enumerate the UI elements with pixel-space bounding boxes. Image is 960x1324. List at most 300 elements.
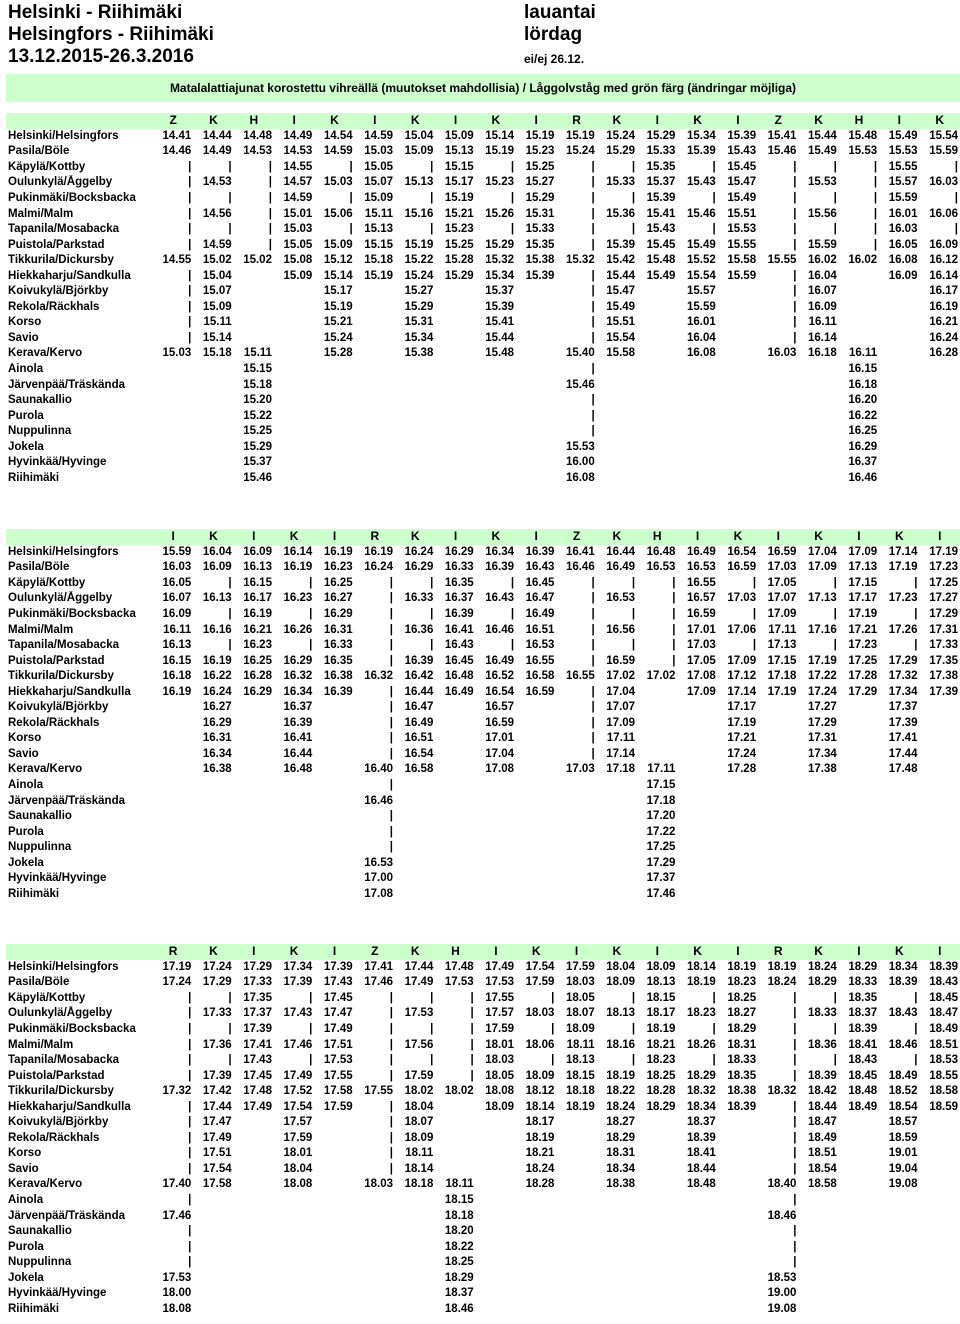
pass-through-marker: | — [631, 639, 636, 652]
table-row — [6, 887, 960, 903]
departure-time — [274, 408, 314, 424]
departure-time: 17.15 — [646, 779, 676, 792]
departure-time — [718, 1193, 758, 1209]
pass-through-marker: | — [510, 576, 515, 589]
table-row — [6, 237, 960, 253]
pass-through-marker: | — [672, 623, 676, 636]
pass-through-marker: | — [793, 1023, 797, 1035]
table-row — [6, 1177, 960, 1193]
departure-time: 18.19 — [686, 976, 716, 989]
pass-through-marker: | — [228, 1023, 232, 1035]
train-type: I — [252, 529, 256, 544]
departure-time: 15.56 — [808, 207, 837, 220]
departure-time: 17.41 — [243, 1038, 272, 1051]
train-type: K — [209, 944, 218, 959]
departure-time — [193, 439, 233, 455]
station-name: Kerava/Kervo — [8, 1178, 83, 1191]
pass-through-marker: | — [793, 207, 797, 220]
pass-through-marker: | — [591, 425, 595, 438]
station-name: Oulunkylä/Åggelby — [8, 176, 113, 189]
pass-through-marker: | — [188, 1007, 192, 1020]
departure-time: 18.46 — [767, 1209, 797, 1222]
departure-time: 16.41 — [283, 732, 313, 745]
departure-time: 19.01 — [888, 1147, 918, 1160]
departure-time — [355, 1286, 395, 1302]
departure-time: 15.09 — [202, 300, 232, 313]
train-type: I — [292, 113, 296, 128]
train-type: R — [773, 944, 783, 959]
departure-time — [556, 1255, 596, 1271]
departure-time: 16.19 — [364, 545, 393, 558]
departure-time: 15.24 — [323, 331, 353, 344]
departure-time: 18.24 — [808, 960, 837, 973]
departure-time — [758, 377, 798, 393]
departure-time: 16.51 — [404, 732, 434, 745]
departure-time: 16.46 — [565, 561, 595, 574]
departure-time: 16.04 — [808, 269, 837, 282]
departure-time — [718, 855, 758, 871]
departure-time: 17.01 — [485, 732, 515, 745]
pass-through-marker: | — [793, 1131, 797, 1144]
station-name: Ainola — [8, 779, 44, 792]
departure-time — [395, 408, 435, 424]
departure-time — [798, 439, 838, 455]
departure-time: 15.18 — [364, 254, 393, 267]
departure-time: 15.14 — [485, 129, 515, 142]
pass-through-marker: | — [793, 1162, 797, 1175]
departure-time: 17.21 — [848, 623, 878, 636]
departure-time: 17.52 — [283, 1085, 313, 1098]
pass-through-marker: | — [389, 1147, 393, 1160]
day-sv: lördag — [524, 24, 583, 45]
pass-through-marker: | — [430, 991, 434, 1004]
departure-time: 18.12 — [525, 1085, 555, 1098]
pass-through-marker: | — [591, 685, 595, 698]
departure-time: 18.34 — [888, 960, 918, 973]
train-type: K — [209, 529, 218, 544]
departure-time: 18.13 — [565, 1054, 595, 1067]
pass-through-marker: | — [188, 316, 192, 329]
departure-time — [718, 887, 758, 903]
departure-time — [839, 268, 879, 284]
departure-time: 15.15 — [243, 363, 272, 376]
train-type: I — [695, 529, 700, 544]
pass-through-marker: | — [228, 991, 232, 1004]
departure-time — [395, 362, 435, 378]
departure-time: 18.32 — [767, 1085, 797, 1098]
departure-time: 17.25 — [646, 841, 676, 854]
departure-time: 16.19 — [162, 685, 192, 698]
departure-time: 17.37 — [243, 1007, 272, 1020]
departure-time: 18.46 — [444, 1302, 474, 1315]
departure-time — [516, 840, 556, 856]
departure-time — [153, 362, 193, 378]
pass-through-marker: | — [672, 654, 676, 667]
departure-time: 18.38 — [606, 1178, 636, 1191]
departure-time — [234, 268, 274, 284]
train-type: H — [854, 113, 864, 128]
train-type: K — [814, 529, 823, 544]
departure-time — [839, 1208, 879, 1224]
departure-time — [234, 762, 274, 778]
departure-time — [919, 1286, 960, 1302]
table-row — [6, 253, 960, 269]
departure-time — [839, 809, 879, 825]
pass-through-marker: | — [672, 576, 676, 589]
departure-time — [597, 840, 637, 856]
train-type: K — [693, 113, 702, 128]
departure-time: 16.03 — [162, 561, 192, 574]
pass-through-marker: | — [510, 160, 515, 173]
timetable — [6, 944, 960, 1317]
departure-time — [314, 1193, 354, 1209]
departure-time — [758, 393, 798, 409]
station-name: Tapanila/Mosabacka — [8, 639, 119, 652]
departure-time: 15.53 — [727, 223, 757, 236]
departure-time: 14.54 — [323, 129, 353, 142]
departure-time: 18.01 — [283, 1147, 313, 1160]
pass-through-marker: | — [833, 608, 837, 620]
pass-through-marker: | — [591, 363, 595, 376]
departure-time — [718, 1224, 758, 1240]
departure-time: 16.28 — [929, 347, 958, 360]
departure-time: 17.24 — [727, 747, 757, 760]
departure-time: 18.09 — [404, 1131, 434, 1144]
departure-time — [919, 424, 960, 440]
train-type: K — [289, 529, 299, 544]
departure-time: 18.27 — [727, 1007, 757, 1020]
departure-time: 17.51 — [202, 1147, 232, 1160]
table-row — [6, 700, 960, 716]
pass-through-marker: | — [430, 192, 434, 204]
departure-time: 16.29 — [323, 608, 353, 620]
departure-time: 16.09 — [243, 545, 272, 558]
departure-time: 17.57 — [485, 1007, 515, 1020]
departure-time: 15.54 — [929, 129, 958, 142]
train-type: K — [894, 944, 904, 959]
departure-time: 18.58 — [808, 1178, 837, 1191]
departure-time — [314, 1115, 354, 1131]
table-row — [6, 855, 960, 871]
departure-time — [879, 887, 919, 903]
departure-time — [677, 887, 717, 903]
station-name: Hyvinkää/Hyvinge — [8, 456, 107, 469]
departure-time — [314, 1239, 354, 1255]
departure-time — [234, 778, 274, 794]
departure-time: 17.59 — [404, 1069, 434, 1082]
departure-time — [677, 762, 717, 778]
departure-time — [516, 762, 556, 778]
departure-time: 18.43 — [888, 1007, 918, 1020]
departure-time: 18.03 — [565, 976, 595, 989]
departure-time: 17.43 — [323, 976, 353, 989]
departure-time — [193, 855, 233, 871]
departure-time — [274, 793, 314, 809]
departure-time: 18.57 — [888, 1116, 918, 1129]
departure-time: 15.59 — [686, 300, 716, 313]
departure-time — [879, 809, 919, 825]
departure-time — [476, 1146, 516, 1162]
departure-time — [355, 300, 395, 316]
departure-time — [516, 1224, 556, 1240]
train-type: I — [373, 113, 377, 128]
departure-time: 16.59 — [485, 716, 515, 729]
departure-time: 18.51 — [808, 1147, 837, 1160]
departure-time — [919, 871, 960, 887]
departure-time: 17.33 — [202, 1007, 232, 1020]
departure-time — [193, 1302, 233, 1318]
departure-time: 15.55 — [727, 238, 757, 251]
departure-time — [839, 300, 879, 316]
departure-time — [234, 300, 274, 316]
pass-through-marker: | — [430, 223, 434, 236]
departure-time — [556, 887, 596, 903]
departure-time: 16.02 — [848, 254, 878, 267]
departure-time — [516, 700, 556, 716]
departure-time — [314, 716, 354, 732]
departure-time — [516, 871, 556, 887]
departure-time — [516, 424, 556, 440]
departure-time: 16.46 — [364, 794, 393, 807]
departure-time: 16.29 — [404, 561, 434, 574]
departure-time — [637, 471, 677, 487]
departure-time — [395, 793, 435, 809]
station-name: Savio — [8, 1162, 39, 1175]
departure-time: 16.53 — [606, 592, 636, 605]
departure-time: 18.02 — [404, 1085, 434, 1098]
departure-time — [637, 1115, 677, 1131]
departure-time — [314, 700, 354, 716]
departure-time: 15.07 — [202, 285, 232, 298]
departure-time: 15.48 — [485, 347, 515, 360]
departure-time: 16.05 — [888, 238, 918, 251]
departure-time: 16.09 — [888, 269, 918, 282]
departure-time: 15.55 — [888, 160, 918, 173]
departure-time: 17.46 — [364, 976, 393, 989]
departure-time: 15.49 — [686, 238, 716, 251]
departure-time: 17.28 — [848, 670, 878, 683]
pass-through-marker: | — [188, 223, 192, 236]
departure-time — [234, 840, 274, 856]
station-name: Koivukylä/Björkby — [8, 701, 109, 714]
departure-time — [677, 747, 717, 763]
departure-time: 14.55 — [162, 254, 192, 267]
departure-time: 17.04 — [485, 747, 515, 760]
departure-time: 17.49 — [283, 1069, 313, 1082]
departure-time — [597, 871, 637, 887]
departure-time: 17.09 — [808, 561, 837, 574]
departure-time: 16.23 — [243, 639, 272, 652]
station-name: Purola — [8, 409, 44, 422]
pass-through-marker: | — [631, 1054, 636, 1067]
departure-time — [879, 1255, 919, 1271]
departure-time: 17.09 — [848, 545, 878, 558]
departure-time: 15.29 — [485, 238, 515, 251]
departure-time: 17.44 — [202, 1100, 232, 1113]
departure-time — [435, 315, 475, 331]
departure-time — [879, 1193, 919, 1209]
departure-time — [395, 377, 435, 393]
day-fi: lauantai — [524, 2, 596, 23]
departure-time — [718, 455, 758, 471]
departure-time — [677, 471, 717, 487]
pass-through-marker: | — [591, 608, 595, 620]
departure-time — [395, 471, 435, 487]
departure-time — [516, 716, 556, 732]
departure-time: 15.32 — [565, 254, 595, 267]
departure-time — [516, 455, 556, 471]
train-type: H — [249, 113, 259, 128]
departure-time — [637, 1162, 677, 1178]
departure-time: 16.08 — [888, 254, 918, 267]
departure-time: 18.39 — [888, 976, 918, 989]
departure-time — [677, 1193, 717, 1209]
departure-time — [879, 1224, 919, 1240]
departure-time: 14.41 — [162, 129, 192, 142]
departure-time: 18.39 — [848, 1023, 878, 1035]
station-name: Jokela — [8, 440, 44, 453]
departure-time: 16.34 — [202, 747, 232, 760]
pass-through-marker: | — [188, 1069, 192, 1082]
departure-time: 16.38 — [202, 763, 232, 776]
departure-time: 16.54 — [727, 545, 757, 558]
departure-time: 18.09 — [525, 1069, 555, 1082]
departure-time: 17.43 — [283, 1007, 313, 1020]
train-type-row — [6, 113, 960, 129]
departure-time: 17.24 — [202, 960, 232, 973]
station-name: Korso — [8, 316, 42, 329]
departure-time: 16.45 — [444, 654, 474, 667]
departure-time — [556, 1239, 596, 1255]
departure-time: 15.43 — [727, 145, 757, 158]
departure-time — [637, 315, 677, 331]
departure-time: 15.41 — [646, 207, 676, 220]
pass-through-marker: | — [228, 1054, 232, 1067]
departure-time — [314, 824, 354, 840]
departure-time — [556, 793, 596, 809]
departure-time: 16.44 — [283, 747, 313, 760]
departure-time — [476, 871, 516, 887]
pass-through-marker: | — [914, 1023, 918, 1035]
departure-time: 17.23 — [848, 639, 878, 652]
departure-time: 17.21 — [727, 732, 757, 745]
departure-time: 18.39 — [686, 1131, 716, 1144]
departure-time: 16.49 — [444, 685, 474, 698]
pass-through-marker: | — [914, 608, 918, 620]
departure-time — [153, 424, 193, 440]
pass-through-marker: | — [309, 991, 313, 1004]
departure-time — [637, 1193, 677, 1209]
departure-time: 15.25 — [243, 425, 272, 438]
departure-time — [556, 1177, 596, 1193]
departure-time — [355, 331, 395, 347]
departure-time: 18.42 — [808, 1085, 837, 1098]
departure-time: 16.58 — [525, 670, 555, 683]
train-type: I — [857, 944, 861, 959]
departure-time — [718, 809, 758, 825]
departure-time: 18.19 — [525, 1131, 555, 1144]
pass-through-marker: | — [268, 238, 272, 251]
departure-time: 16.17 — [929, 285, 958, 298]
departure-time — [597, 408, 637, 424]
departure-time: 18.58 — [929, 1085, 958, 1098]
departure-time: 15.19 — [485, 145, 515, 158]
departure-time: 16.04 — [202, 545, 232, 558]
train-type: I — [938, 944, 942, 959]
departure-time — [355, 471, 395, 487]
departure-time: 17.59 — [565, 960, 595, 973]
departure-time — [677, 855, 717, 871]
pass-through-marker: | — [712, 1054, 716, 1067]
pass-through-marker: | — [793, 1256, 797, 1269]
pass-through-marker: | — [188, 1240, 192, 1253]
pass-through-marker: | — [591, 316, 595, 329]
departure-time: 17.46 — [283, 1038, 313, 1051]
departure-time — [637, 684, 677, 700]
departure-time: 16.19 — [202, 654, 232, 667]
departure-time: 16.49 — [485, 654, 515, 667]
departure-time: 16.51 — [525, 623, 555, 636]
pass-through-marker: | — [873, 238, 878, 251]
departure-time — [153, 793, 193, 809]
departure-time — [435, 1146, 475, 1162]
pass-through-marker: | — [470, 1054, 474, 1067]
departure-time: 18.45 — [848, 1069, 878, 1082]
pass-through-marker: | — [188, 1100, 192, 1113]
departure-time: 14.57 — [283, 176, 313, 189]
station-name: Puistola/Parkstad — [8, 238, 105, 251]
departure-time: 15.28 — [444, 254, 474, 267]
departure-time — [758, 362, 798, 378]
station-name: Malmi/Malm — [8, 1038, 74, 1051]
departure-time — [879, 871, 919, 887]
departure-time — [314, 731, 354, 747]
departure-time: 15.59 — [727, 269, 757, 282]
departure-time: 15.46 — [767, 145, 797, 158]
departure-time — [234, 331, 274, 347]
table-row — [6, 960, 960, 976]
departure-time: 16.55 — [525, 654, 555, 667]
departure-time: 18.03 — [364, 1178, 393, 1191]
departure-time: 15.21 — [444, 207, 474, 220]
departure-time: 18.41 — [686, 1147, 716, 1160]
departure-time — [314, 887, 354, 903]
departure-time — [476, 362, 516, 378]
departure-time: 18.39 — [929, 960, 958, 973]
departure-time — [476, 855, 516, 871]
departure-time — [355, 1270, 395, 1286]
departure-time — [758, 716, 798, 732]
departure-time: 16.15 — [848, 363, 878, 376]
departure-time — [234, 887, 274, 903]
departure-time: 18.19 — [606, 1069, 636, 1082]
departure-time — [919, 377, 960, 393]
pass-through-marker: | — [833, 223, 837, 236]
departure-time — [193, 887, 233, 903]
station-name: Järvenpää/Träskända — [8, 1209, 125, 1222]
departure-time — [919, 840, 960, 856]
departure-time — [314, 855, 354, 871]
departure-time — [718, 871, 758, 887]
departure-time — [395, 455, 435, 471]
pass-through-marker: | — [389, 1038, 393, 1051]
train-type: I — [453, 529, 458, 544]
station-name: Malmi/Malm — [8, 623, 74, 636]
departure-time — [798, 778, 838, 794]
departure-time — [718, 393, 758, 409]
pass-through-marker: | — [954, 223, 958, 236]
station-name: Käpylä/Kottby — [8, 576, 86, 589]
